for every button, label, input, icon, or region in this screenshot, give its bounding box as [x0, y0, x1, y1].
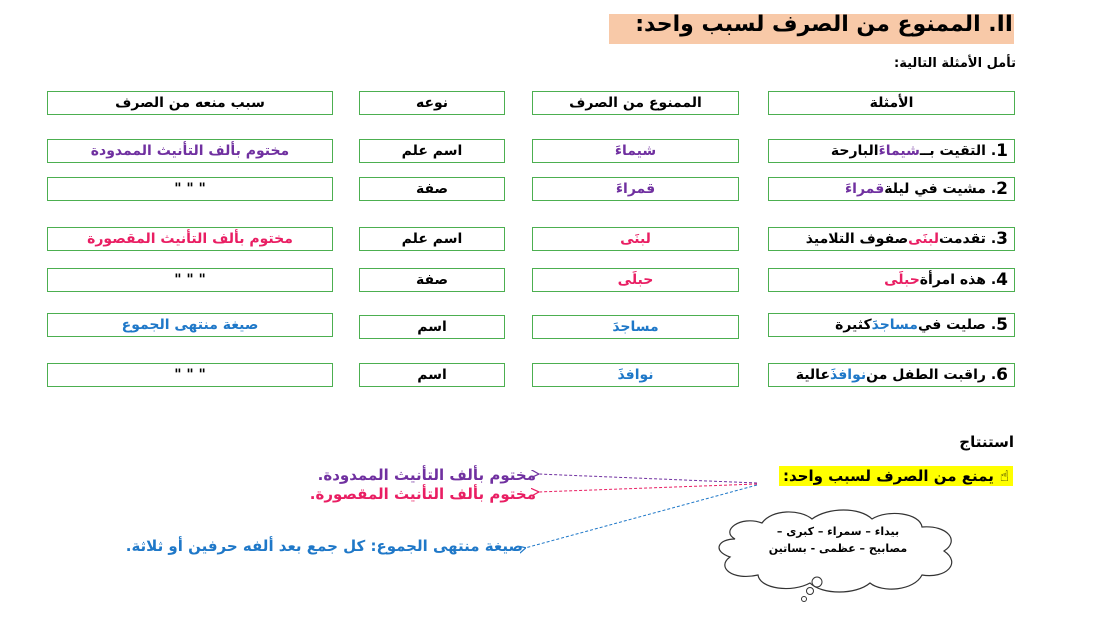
word-type: صفة: [359, 177, 505, 201]
reason-text: " " ": [47, 268, 333, 292]
word-type: اسم: [359, 363, 505, 387]
header-type: نوعه: [359, 91, 505, 115]
hand-pointer-icon: ☝: [999, 467, 1009, 485]
word-type: اسم علم: [359, 227, 505, 251]
rule-item-1: مختوم بألف التأنيث الممدودة.: [317, 466, 536, 484]
forbidden-word: حبلَى: [532, 268, 739, 292]
arrow-pink: [538, 484, 757, 492]
forbidden-word: مساجدَ: [532, 315, 739, 339]
rule-highlight: [779, 466, 1013, 486]
reason-text: " " ": [47, 177, 333, 201]
example-sentence: 2 . مشيت في ليلة قمراءَ: [768, 177, 1015, 201]
reason-text: صيغة منتهى الجموع: [47, 313, 333, 337]
rule-label: يمنع من الصرف لسبب واحد:: [782, 467, 994, 485]
conclusion-heading: استنتاج: [959, 433, 1014, 451]
header-reason: سبب منعه من الصرف: [47, 91, 333, 115]
forbidden-word: لبنَى: [532, 227, 739, 251]
forbidden-word: قمراءَ: [532, 177, 739, 201]
example-sentence: 6 . راقبت الطفل من نوافذَ عالية: [768, 363, 1015, 387]
example-sentence: 3 . تقدمت لبنَى صفوف التلاميذ: [768, 227, 1015, 251]
word-type: صفة: [359, 268, 505, 292]
thought-cloud: [700, 505, 980, 615]
forbidden-word: نوافذَ: [532, 363, 739, 387]
reason-text: مختوم بألف التأنيث الممدودة: [47, 139, 333, 163]
cloud-examples: بيداء – سمراء – كبرى – مصابيح – عظمى - بساتين: [768, 525, 908, 555]
reason-text: " " ": [47, 363, 333, 387]
rule-item-3: صيغة منتهى الجموع: كل جمع بعد ألفه حرفين أو ثلاثة.: [125, 537, 523, 555]
word-type: اسم علم: [359, 139, 505, 163]
forbidden-word: شيماءَ: [532, 139, 739, 163]
section-title: II. الممنوع من الصرف لسبب واحد:: [635, 12, 1013, 37]
rule-item-2: مختوم بألف التأنيث المقصورة.: [309, 485, 536, 503]
word-type: اسم: [359, 315, 505, 339]
example-sentence: 4 . هذه امرأة حبلَى: [768, 268, 1015, 292]
example-sentence: 1 . التقيت بــ شيماءَ البارحة: [768, 139, 1015, 163]
reason-text: مختوم بألف التأنيث المقصورة: [47, 227, 333, 251]
instruction-text: تأمل الأمثلة التالية:: [894, 56, 1016, 71]
header-word: الممنوع من الصرف: [532, 91, 739, 115]
header-examples: الأمثلة: [768, 91, 1015, 115]
arrow-purple: [538, 474, 757, 483]
example-sentence: 5 . صليت في مساجدَ كثيرة: [768, 313, 1015, 337]
